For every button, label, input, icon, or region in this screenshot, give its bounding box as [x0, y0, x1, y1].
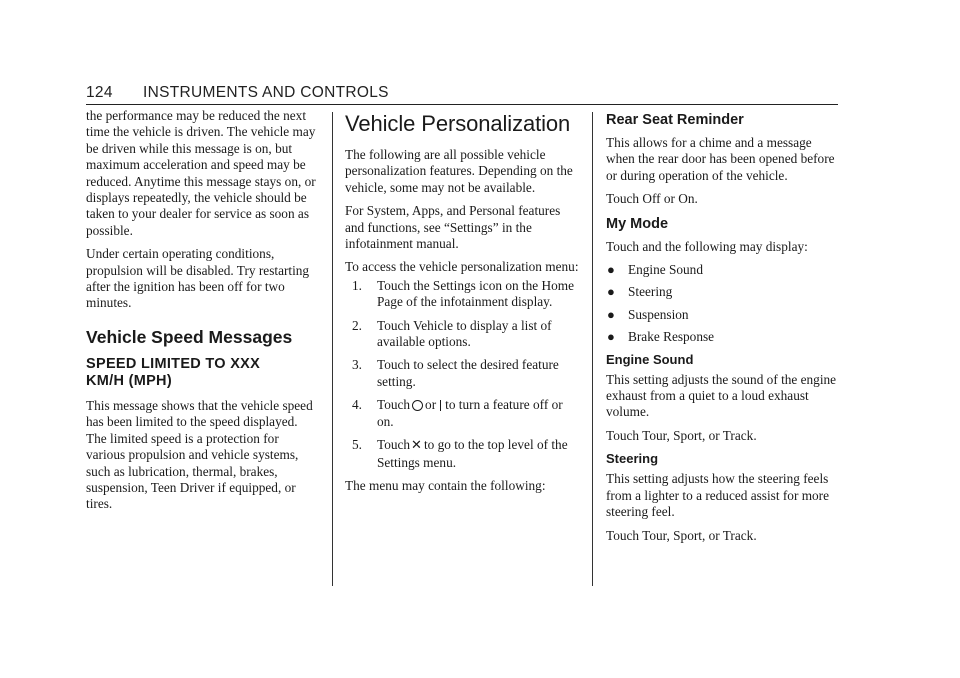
paragraph: The following are all possible vehicle personalization features. Depending on the vehicle, some may not be available. [345, 147, 573, 195]
list-item [606, 262, 840, 278]
bullet-icon: ● [607, 284, 615, 300]
step-number: 1. [352, 277, 362, 293]
step-text-part: to turn a feature off or on. [377, 397, 563, 429]
list-item-label: Engine Sound [628, 262, 703, 278]
section-heading: Vehicle Speed Messages [86, 326, 293, 347]
paragraph: Touch Tour, Sport, or Track. [606, 427, 757, 443]
paragraph: This setting adjusts the sound of the engine exhaust from a quiet to a loud exhaust volume. [606, 371, 837, 420]
mode-options-list [606, 262, 840, 346]
column-middle [345, 108, 581, 501]
paragraph: For System, Apps, and Personal features and functions, see “Settings” in the infotainment manual. [345, 203, 561, 252]
paragraph: To access the vehicle personalization menu: [345, 259, 579, 275]
paragraph: This message shows that the vehicle speed has been limited to the speed displayed. The limited speed is a protection for various propulsion and vehicle systems, such as lubrication, thermal, brakes, suspension, Teen Driver if equipped, or tires. [86, 397, 313, 512]
step-text-part: to go to the top level of the Settings menu. [377, 437, 568, 470]
message-heading-line: SPEED LIMITED TO XXX [86, 355, 261, 372]
section-title: INSTRUMENTS AND CONTROLS [143, 84, 389, 101]
paragraph: Under certain operating conditions, propulsion will be disabled. Try restarting after the ignition has been off for two minutes. [86, 246, 310, 311]
list-item-label: Steering [628, 284, 673, 300]
step-text: Touch the Settings icon on the Home Page of the infotainment display. [377, 277, 575, 310]
page-number: 124 [86, 84, 113, 101]
paragraph: This setting adjusts how the steering feels from a lighter to a reduced assist for more steering feel. [606, 471, 830, 520]
section-heading: Vehicle Personalization [345, 111, 571, 136]
message-heading [86, 356, 320, 390]
page-header [86, 84, 838, 104]
section-heading: My Mode [606, 215, 669, 232]
bullet-icon: ● [607, 329, 615, 345]
paragraph: the performance may be reduced the next time the vehicle is driven. The vehicle may be driven while this message is on, but maximum acceleration and speed may be reduced. Anytime this message stays on, or displays repeatedly, the vehicle should be taken to your dealer for service as soon as possible. [86, 108, 316, 238]
paragraph: The menu may contain the following: [345, 477, 546, 493]
list-item [606, 329, 840, 345]
column-divider-left [332, 112, 333, 586]
step-text-part: Touch [377, 397, 411, 413]
list-item-label: Brake Response [628, 329, 715, 345]
list-item [606, 307, 840, 323]
column-right [606, 108, 840, 551]
list-item [345, 437, 581, 471]
step-text-part: or [425, 397, 437, 413]
subsection-heading: Steering [606, 451, 659, 467]
list-item [345, 397, 581, 430]
bullet-icon: ● [607, 306, 615, 322]
paragraph: Touch and the following may display: [606, 238, 808, 254]
list-item [345, 278, 581, 311]
section-heading: Rear Seat Reminder [606, 112, 744, 128]
message-heading-line: KM/H (MPH) [86, 372, 172, 389]
toggle-on-icon [440, 400, 441, 411]
paragraph: Touch Tour, Sport, or Track. [606, 527, 757, 543]
toggle-off-icon [412, 400, 423, 411]
steps-list [345, 278, 581, 471]
step-number: 3. [352, 357, 362, 373]
list-item [345, 357, 581, 390]
step-text: Touch to select the desired feature setting. [377, 357, 559, 389]
header-rule [86, 104, 838, 105]
close-icon: ✕ [411, 438, 422, 454]
paragraph: Touch Off or On. [606, 191, 698, 207]
step-text-part: Touch [377, 437, 411, 453]
step-number: 2. [352, 317, 362, 333]
step-text: Touch Vehicle to display a list of available options. [377, 317, 552, 350]
list-item [606, 284, 840, 300]
step-number: 5. [352, 437, 362, 453]
paragraph: This allows for a chime and a message when the rear door has been opened before or during operation of the vehicle. [606, 135, 835, 183]
column-divider-right [592, 112, 593, 586]
list-item [345, 318, 581, 351]
bullet-icon: ● [607, 262, 615, 278]
column-left [86, 108, 320, 520]
list-item-label: Suspension [628, 306, 689, 322]
step-number: 4. [352, 397, 362, 413]
subsection-heading: Engine Sound [606, 351, 694, 367]
